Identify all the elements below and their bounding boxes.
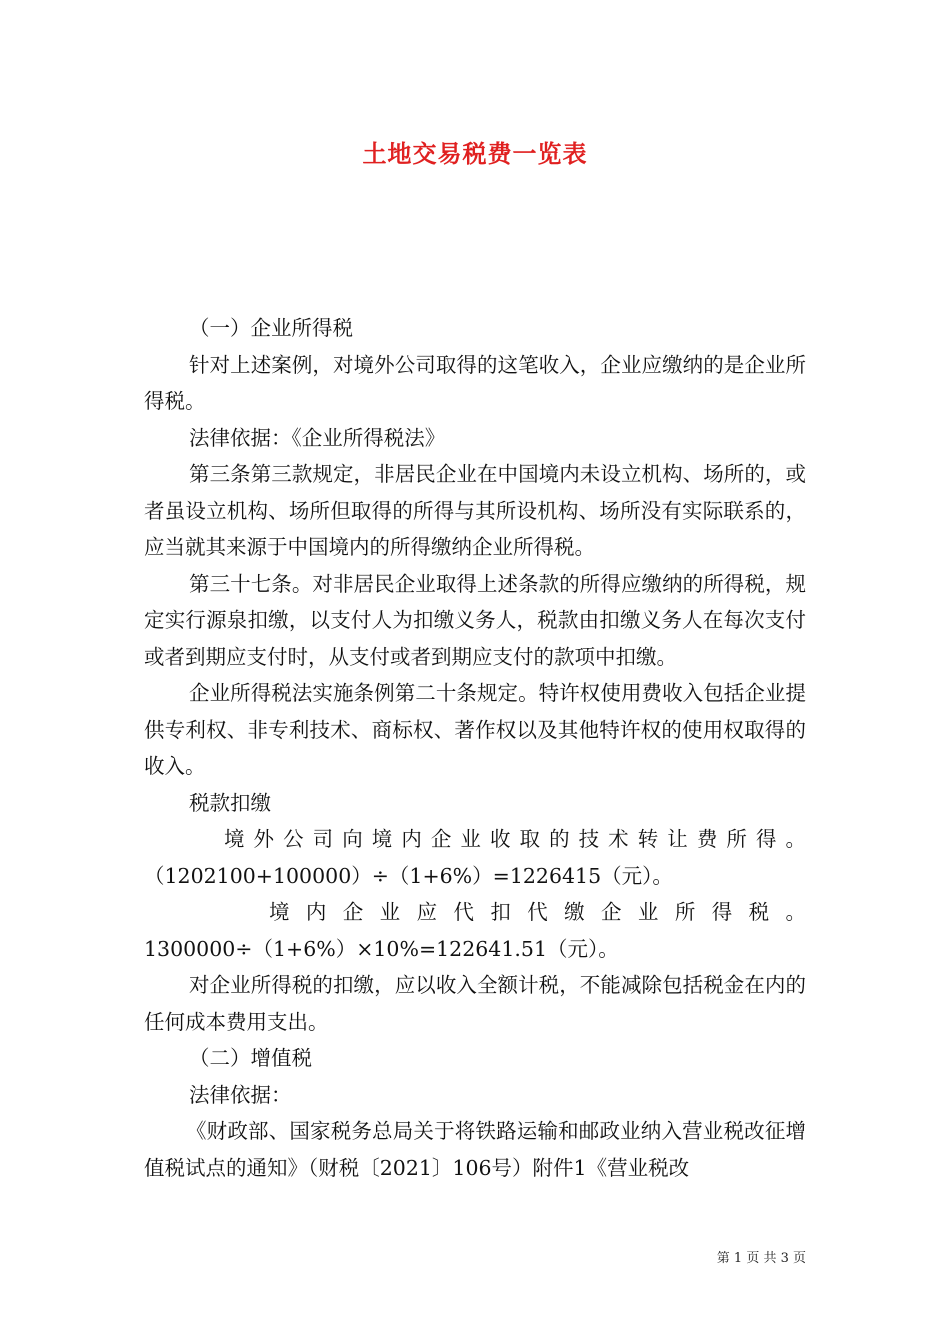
paragraph: 《财政部、国家税务总局关于将铁路运输和邮政业纳入营业税改征增值税试点的通知》（财税〔2021〕106号）附件1《营业税改 xyxy=(144,1119,806,1180)
page-title: 土地交易税费一览表 xyxy=(362,139,588,168)
section-heading: （一）企业所得税 xyxy=(189,316,353,340)
section-heading: （二）增值税 xyxy=(189,1046,312,1070)
calc-formula: （1202100+100000）÷（1+6%）=1226415（元）。 xyxy=(144,863,673,888)
calc-formula: 1300000÷（1+6%）×10%=122641.51（元）。 xyxy=(144,936,619,961)
paragraph: 对企业所得税的扣缴，应以收入全额计税，不能减除包括税金在内的任何成本费用支出。 xyxy=(144,973,806,1034)
paragraph: 针对上述案例，对境外公司取得的这笔收入，企业应缴纳的是企业所得税。 xyxy=(144,352,806,413)
page-number: 第 1 页 共 3 页 xyxy=(716,1251,806,1266)
paragraph: 企业所得税法实施条例第二十条规定。特许权使用费收入包括企业提供专利权、非专利技术、商标权、著作权以及其他特许权的使用权取得的收入。 xyxy=(144,681,806,778)
document-body xyxy=(144,310,806,1186)
calc-caption: 境内企业应代扣代缴企业所得税。 xyxy=(269,900,806,924)
calc-caption: 境外公司向境内企业收取的技术转让费所得。 xyxy=(224,827,806,851)
paragraph: 税款扣缴 xyxy=(189,790,271,815)
paragraph: 第三条第三款规定，非居民企业在中国境内未设立机构、场所的，或者虽设立机构、场所但取得的所得与其所设机构、场所没有实际联系的，应当就其来源于中国境内的所得缴纳企业所得税。 xyxy=(144,462,806,559)
paragraph: 法律依据： xyxy=(189,1082,292,1107)
paragraph: 第三十七条。对非居民企业取得上述条款的所得应缴纳的所得税，规定实行源泉扣缴，以支付人为扣缴义务人，税款由扣缴义务人在每次支付或者到期应支付时，从支付或者到期应支付的款项中扣缴。 xyxy=(144,571,806,669)
paragraph: 法律依据：《企业所得税法》 xyxy=(189,425,446,450)
